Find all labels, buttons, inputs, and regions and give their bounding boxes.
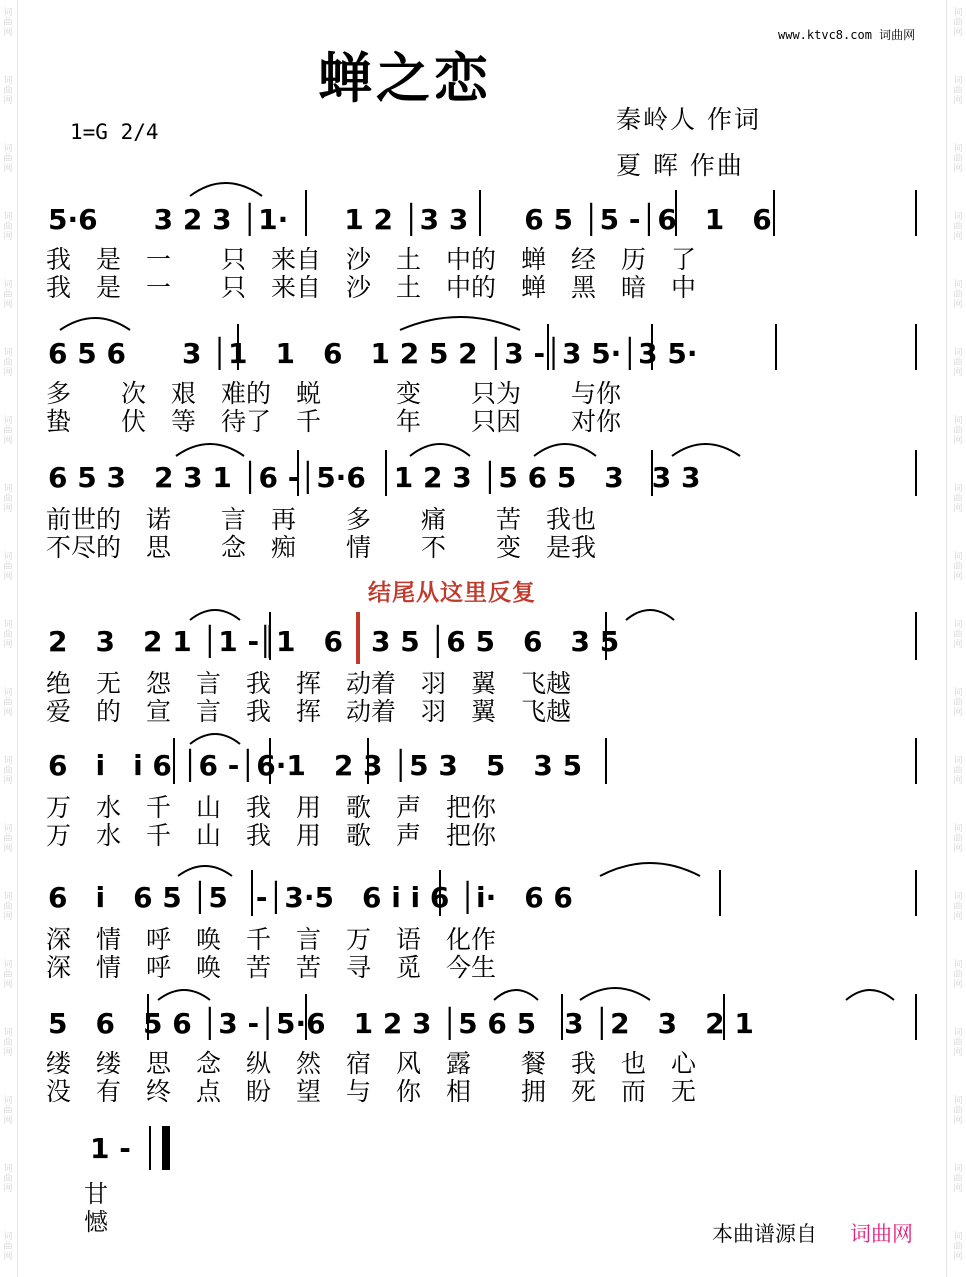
lyric-line-verse-2: 不尽的 思 念 痴 情 不 变 是我: [46, 533, 597, 562]
notation-line: 5·6 3 2 3 │1· 1 2 │3 3 6 5 │5 -│6 1 6: [48, 203, 772, 236]
watermark-text: 词曲网: [3, 144, 13, 174]
lyric-line-verse-1: 前世的 诺 言 再 多 痛 苦 我也: [46, 505, 597, 534]
lyric-line-verse-1: 深 情 呼 唤 千 言 万 语 化作: [46, 925, 497, 954]
watermark-text: 词曲网: [953, 552, 963, 582]
watermark-text: 词曲网: [3, 688, 13, 718]
watermark-text: 词曲网: [953, 892, 963, 922]
lyric-line-verse-1: 缕 缕 思 念 纵 然 宿 风 露 餐 我 也 心: [46, 1049, 697, 1078]
watermark-text: 词曲网: [3, 76, 13, 106]
composer-credit: 夏 晖 作曲: [616, 151, 744, 180]
brand-link[interactable]: 词曲网: [850, 1222, 913, 1246]
slur-arc: [190, 183, 262, 196]
watermark-text: 词曲网: [953, 756, 963, 786]
lyric-line-verse-2: 爱 的 宣 言 我 挥 动着 羽 翼 飞越: [46, 697, 572, 726]
watermark-text: 词曲网: [3, 348, 13, 378]
slur-arc: [60, 318, 130, 330]
slur-arc: [190, 610, 240, 620]
watermark-text: 词曲网: [953, 212, 963, 242]
slur-arc: [672, 444, 740, 456]
notation-line: 6 i 6 5 │5 -│3·5 6 i i 6 │i· 6 6: [48, 881, 573, 914]
watermark-text: 词曲网: [3, 1164, 13, 1194]
ending-lyric-2: 憾: [84, 1208, 108, 1236]
watermark-text: 词曲网: [953, 280, 963, 310]
watermark-text: 词曲网: [3, 8, 13, 38]
ending-notation: 1 -: [90, 1132, 131, 1165]
lyric-line-verse-1: 我 是 一 只 来自 沙 土 中的 蝉 经 历 了: [46, 245, 697, 274]
repeat-instruction: 结尾从这里反复: [368, 580, 536, 606]
watermark-text: 词曲网: [3, 280, 13, 310]
watermark-text: 词曲网: [953, 1028, 963, 1058]
notation-line: 6 5 6 3 │1 1 6 1 2 5 2 │3 -│3 5·│3 5·: [48, 337, 698, 370]
slur-arc: [190, 734, 240, 744]
watermark-text: 词曲网: [3, 756, 13, 786]
watermark-text: 词曲网: [953, 688, 963, 718]
watermark-text: 词曲网: [953, 416, 963, 446]
watermark-text: 词曲网: [3, 1232, 13, 1262]
lyric-line-verse-1: 万 水 千 山 我 用 歌 声 把你: [46, 793, 497, 822]
source-attribution: 本曲谱源自: [712, 1222, 817, 1246]
watermark-text: 词曲网: [953, 960, 963, 990]
lyric-line-verse-2: 没 有 终 点 盼 望 与 你 相 拥 死 而 无: [46, 1077, 697, 1106]
watermark-text: 词曲网: [3, 484, 13, 514]
watermark-text: 词曲网: [953, 1096, 963, 1126]
slur-arc: [410, 444, 470, 456]
slur-arc: [400, 317, 520, 330]
notation-line: 2 3 2 1 │1 -║1 6 3 5 │6 5 6 3 5: [48, 625, 620, 658]
slur-arc: [534, 444, 596, 456]
watermark-text: 词曲网: [953, 484, 963, 514]
watermark-text: 词曲网: [953, 348, 963, 378]
watermark-text: 词曲网: [953, 144, 963, 174]
lyric-line-verse-2: 万 水 千 山 我 用 歌 声 把你: [46, 821, 497, 850]
site-url[interactable]: www.ktvc8.com 词曲网: [778, 28, 916, 42]
lyric-line-verse-1: 绝 无 怨 言 我 挥 动着 羽 翼 飞越: [46, 669, 572, 698]
watermark-text: 词曲网: [3, 620, 13, 650]
notation-line: 6 5 3 2 3 1 │6 -│5·6 1 2 3 │5 6 5 3 3 3: [48, 461, 701, 494]
slur-arc: [626, 610, 674, 620]
notation-line: 6 i i 6 │6 -│6·1 2 3 │5 3 5 3 5: [48, 749, 583, 782]
watermark-text: 词曲网: [3, 212, 13, 242]
watermark-text: 词曲网: [3, 824, 13, 854]
watermark-text: 词曲网: [3, 552, 13, 582]
lyric-line-verse-2: 我 是 一 只 来自 沙 土 中的 蝉 黑 暗 中: [46, 273, 697, 302]
slur-arc: [580, 988, 650, 1000]
watermark-text: 词曲网: [953, 824, 963, 854]
lyric-line-verse-1: 多 次 艰 难的 蜕 变 只为 与你: [46, 379, 622, 408]
lyricist-credit: 秦岭人 作词: [616, 105, 761, 134]
watermark-text: 词曲网: [953, 1232, 963, 1262]
slur-arc: [846, 990, 894, 1000]
watermark-text: 词曲网: [3, 416, 13, 446]
slur-arc: [176, 444, 244, 456]
lyric-line-verse-2: 蛰 伏 等 待了 千 年 只因 对你: [46, 407, 622, 436]
watermark-text: 词曲网: [3, 892, 13, 922]
watermark-text: 词曲网: [953, 620, 963, 650]
watermark-text: 词曲网: [953, 8, 963, 38]
slur-arc: [158, 990, 210, 1000]
watermark-text: 词曲网: [953, 1164, 963, 1194]
song-title: 蝉之恋: [318, 46, 492, 110]
watermark-text: 词曲网: [3, 1096, 13, 1126]
slur-arc: [494, 990, 538, 1000]
watermark-text: 词曲网: [953, 76, 963, 106]
watermark-text: 词曲网: [3, 1028, 13, 1058]
slur-arc: [178, 866, 232, 876]
lyric-line-verse-2: 深 情 呼 唤 苦 苦 寻 觅 今生: [46, 953, 497, 982]
watermark-text: 词曲网: [3, 960, 13, 990]
slur-arc: [600, 863, 700, 876]
notation-line: 5 6 5 6 │3 -│5·6 1 2 3 │5 6 5 3 │2 3 2 1: [48, 1007, 754, 1040]
key-time-signature: 1=G 2/4: [70, 120, 159, 144]
ending-lyric-1: 甘: [84, 1180, 108, 1208]
